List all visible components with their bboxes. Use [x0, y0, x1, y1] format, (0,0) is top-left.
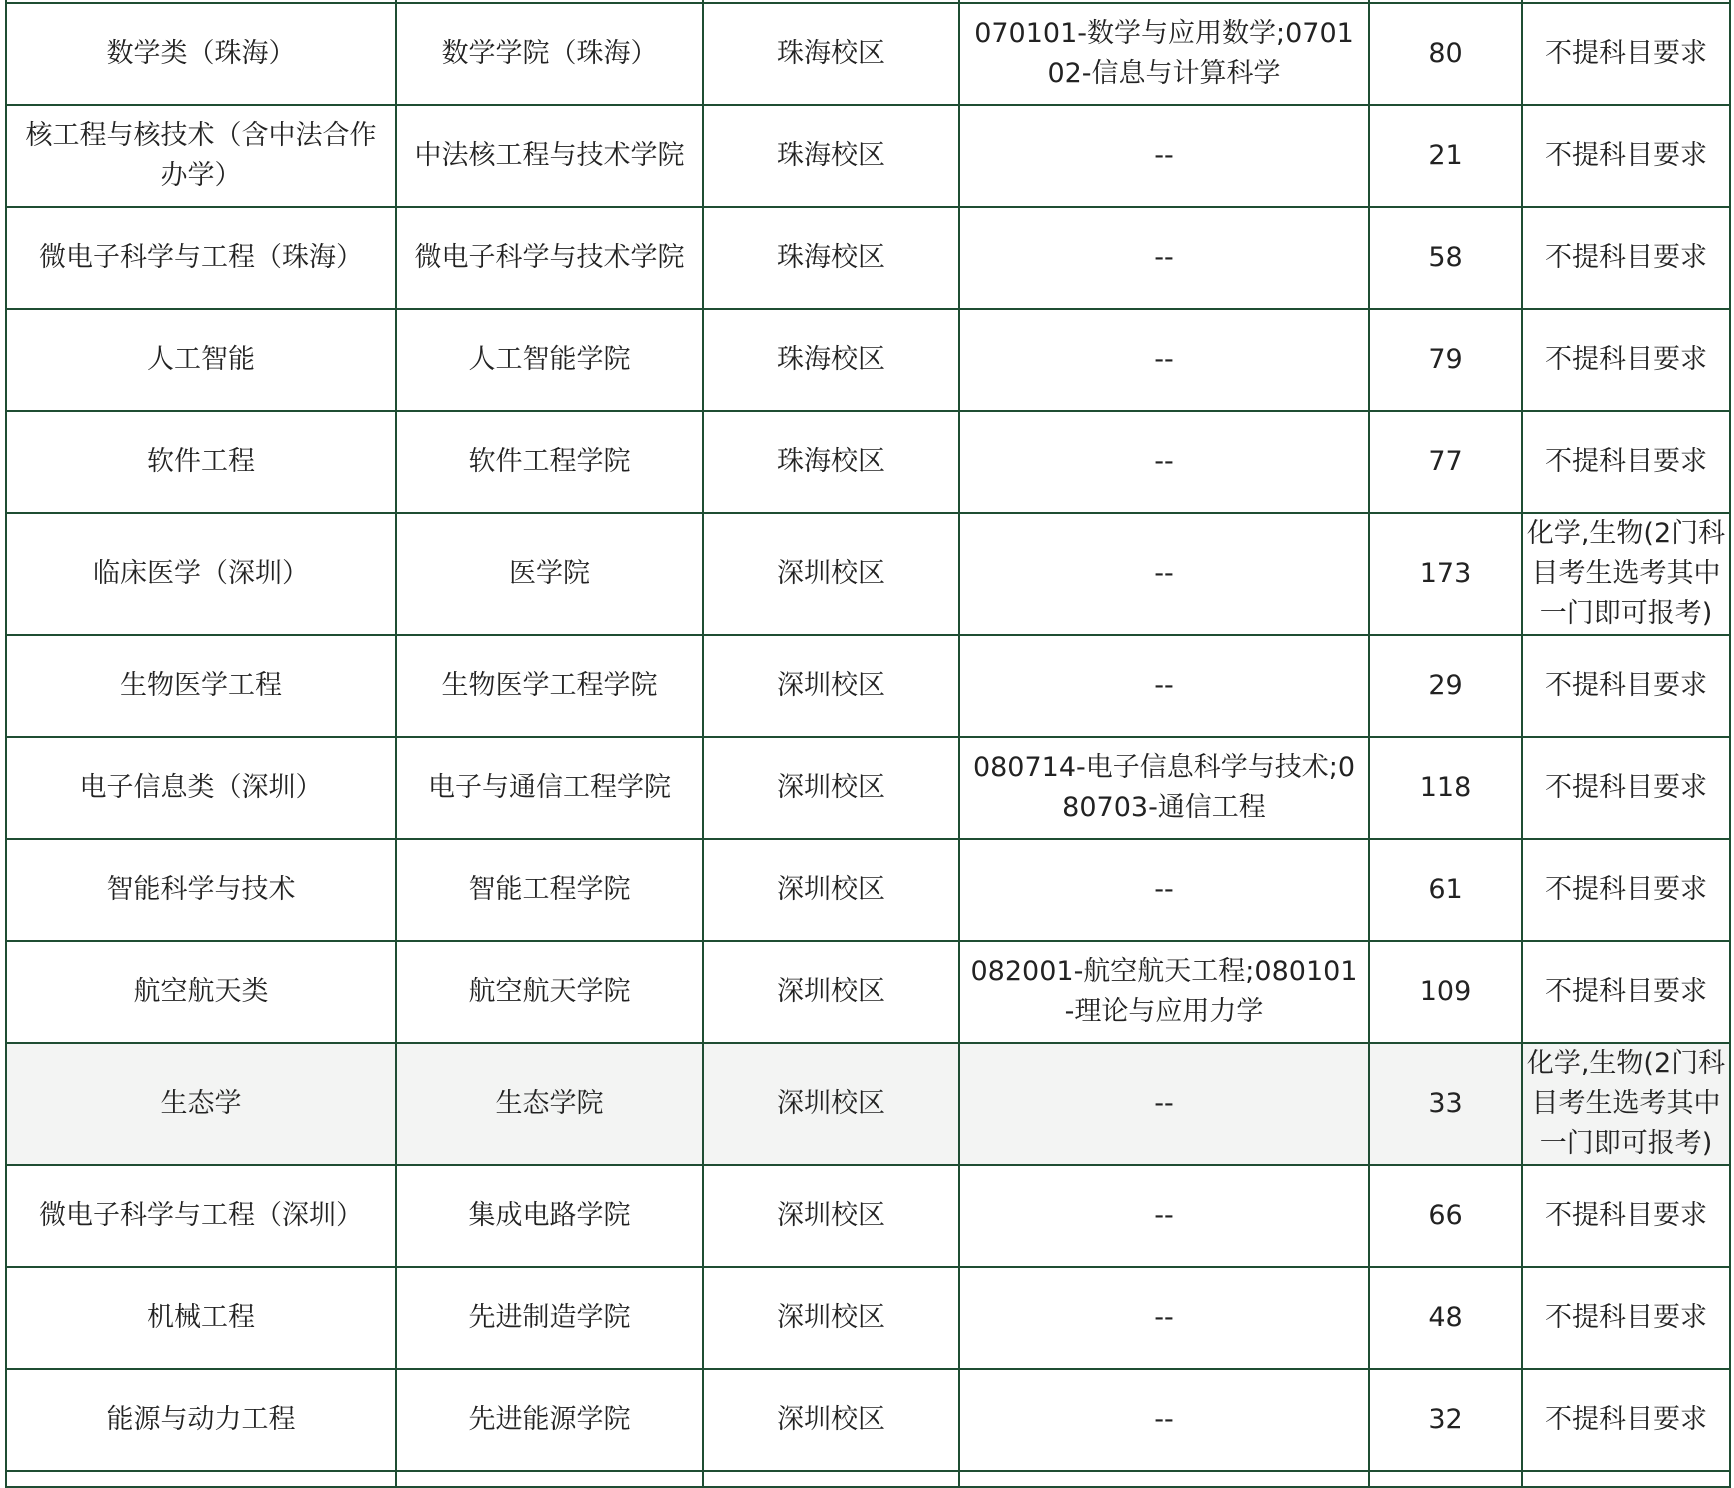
school-name-cell: 人工智能学院 — [396, 309, 703, 411]
school-name-cell: 先进能源学院 — [396, 1369, 703, 1471]
school-name-cell: 先进制造学院 — [396, 1267, 703, 1369]
major-name-cell: 软件工程 — [6, 411, 396, 513]
enrollment-count-cell: 21 — [1369, 105, 1522, 207]
table-row-partial-bottom — [6, 1471, 1730, 1487]
school-name-cell: 数学学院（珠海） — [396, 3, 703, 105]
campus-cell: 深圳校区 — [703, 737, 959, 839]
enrollment-count-cell: 79 — [1369, 309, 1522, 411]
subject-requirement-cell: 不提科目要求 — [1522, 105, 1730, 207]
table-cell-empty — [396, 1471, 703, 1487]
table-row — [6, 309, 1730, 411]
subject-requirement-cell: 不提科目要求 — [1522, 309, 1730, 411]
table-cell-empty — [959, 1471, 1369, 1487]
sub-majors-cell: -- — [959, 1267, 1369, 1369]
major-name-cell: 核工程与核技术（含中法合作办学） — [6, 105, 396, 207]
table-row — [6, 3, 1730, 105]
enrollment-count-cell: 58 — [1369, 207, 1522, 309]
enrollment-count-cell: 29 — [1369, 635, 1522, 737]
major-name-cell: 生态学 — [6, 1043, 396, 1165]
campus-cell: 珠海校区 — [703, 309, 959, 411]
enrollment-table-container — [5, 0, 1729, 1488]
school-name-cell: 集成电路学院 — [396, 1165, 703, 1267]
major-name-cell: 能源与动力工程 — [6, 1369, 396, 1471]
school-name-cell: 医学院 — [396, 513, 703, 635]
major-name-cell: 人工智能 — [6, 309, 396, 411]
campus-cell: 珠海校区 — [703, 207, 959, 309]
campus-cell: 深圳校区 — [703, 635, 959, 737]
major-name-cell: 航空航天类 — [6, 941, 396, 1043]
sub-majors-cell: -- — [959, 105, 1369, 207]
sub-majors-cell: -- — [959, 411, 1369, 513]
table-cell-empty — [6, 1471, 396, 1487]
campus-cell: 深圳校区 — [703, 1043, 959, 1165]
campus-cell: 珠海校区 — [703, 3, 959, 105]
subject-requirement-cell: 不提科目要求 — [1522, 1165, 1730, 1267]
major-name-cell: 生物医学工程 — [6, 635, 396, 737]
sub-majors-cell: 080714-电子信息科学与技术;080703-通信工程 — [959, 737, 1369, 839]
school-name-cell: 智能工程学院 — [396, 839, 703, 941]
subject-requirement-cell: 不提科目要求 — [1522, 737, 1730, 839]
enrollment-count-cell: 66 — [1369, 1165, 1522, 1267]
table-cell-empty — [1369, 1471, 1522, 1487]
table-row — [6, 941, 1730, 1043]
sub-majors-cell: -- — [959, 207, 1369, 309]
table-row — [6, 411, 1730, 513]
table-row — [6, 105, 1730, 207]
major-name-cell: 机械工程 — [6, 1267, 396, 1369]
subject-requirement-cell: 化学,生物(2门科目考生选考其中一门即可报考) — [1522, 513, 1730, 635]
school-name-cell: 中法核工程与技术学院 — [396, 105, 703, 207]
school-name-cell: 微电子科学与技术学院 — [396, 207, 703, 309]
enrollment-count-cell: 32 — [1369, 1369, 1522, 1471]
subject-requirement-cell: 不提科目要求 — [1522, 635, 1730, 737]
campus-cell: 深圳校区 — [703, 513, 959, 635]
subject-requirement-cell: 不提科目要求 — [1522, 3, 1730, 105]
subject-requirement-cell: 不提科目要求 — [1522, 411, 1730, 513]
enrollment-count-cell: 173 — [1369, 513, 1522, 635]
sub-majors-cell: -- — [959, 635, 1369, 737]
subject-requirement-cell: 不提科目要求 — [1522, 207, 1730, 309]
major-name-cell: 临床医学（深圳） — [6, 513, 396, 635]
subject-requirement-cell: 不提科目要求 — [1522, 839, 1730, 941]
campus-cell: 珠海校区 — [703, 105, 959, 207]
enrollment-count-cell: 80 — [1369, 3, 1522, 105]
table-cell-empty — [703, 1471, 959, 1487]
table-row — [6, 1165, 1730, 1267]
sub-majors-cell: -- — [959, 1369, 1369, 1471]
campus-cell: 珠海校区 — [703, 411, 959, 513]
campus-cell: 深圳校区 — [703, 941, 959, 1043]
table-row — [6, 737, 1730, 839]
major-name-cell: 数学类（珠海） — [6, 3, 396, 105]
enrollment-count-cell: 118 — [1369, 737, 1522, 839]
enrollment-count-cell: 48 — [1369, 1267, 1522, 1369]
school-name-cell: 软件工程学院 — [396, 411, 703, 513]
sub-majors-cell: -- — [959, 839, 1369, 941]
school-name-cell: 航空航天学院 — [396, 941, 703, 1043]
campus-cell: 深圳校区 — [703, 839, 959, 941]
major-name-cell: 微电子科学与工程（珠海） — [6, 207, 396, 309]
table-cell-empty — [1522, 1471, 1730, 1487]
sub-majors-cell: -- — [959, 1043, 1369, 1165]
school-name-cell: 生态学院 — [396, 1043, 703, 1165]
sub-majors-cell: -- — [959, 309, 1369, 411]
major-name-cell: 微电子科学与工程（深圳） — [6, 1165, 396, 1267]
campus-cell: 深圳校区 — [703, 1369, 959, 1471]
table-row — [6, 207, 1730, 309]
school-name-cell: 生物医学工程学院 — [396, 635, 703, 737]
sub-majors-cell: -- — [959, 513, 1369, 635]
subject-requirement-cell: 不提科目要求 — [1522, 1267, 1730, 1369]
enrollment-table — [5, 0, 1731, 1488]
sub-majors-cell: -- — [959, 1165, 1369, 1267]
table-row — [6, 1267, 1730, 1369]
enrollment-count-cell: 77 — [1369, 411, 1522, 513]
enrollment-count-cell: 33 — [1369, 1043, 1522, 1165]
table-row-highlighted — [6, 1043, 1730, 1165]
enrollment-count-cell: 109 — [1369, 941, 1522, 1043]
major-name-cell: 智能科学与技术 — [6, 839, 396, 941]
sub-majors-cell: 082001-航空航天工程;080101-理论与应用力学 — [959, 941, 1369, 1043]
campus-cell: 深圳校区 — [703, 1267, 959, 1369]
table-row — [6, 513, 1730, 635]
school-name-cell: 电子与通信工程学院 — [396, 737, 703, 839]
table-row — [6, 839, 1730, 941]
campus-cell: 深圳校区 — [703, 1165, 959, 1267]
sub-majors-cell: 070101-数学与应用数学;070102-信息与计算科学 — [959, 3, 1369, 105]
subject-requirement-cell: 化学,生物(2门科目考生选考其中一门即可报考) — [1522, 1043, 1730, 1165]
subject-requirement-cell: 不提科目要求 — [1522, 1369, 1730, 1471]
table-row — [6, 635, 1730, 737]
major-name-cell: 电子信息类（深圳） — [6, 737, 396, 839]
enrollment-count-cell: 61 — [1369, 839, 1522, 941]
subject-requirement-cell: 不提科目要求 — [1522, 941, 1730, 1043]
table-row — [6, 1369, 1730, 1471]
